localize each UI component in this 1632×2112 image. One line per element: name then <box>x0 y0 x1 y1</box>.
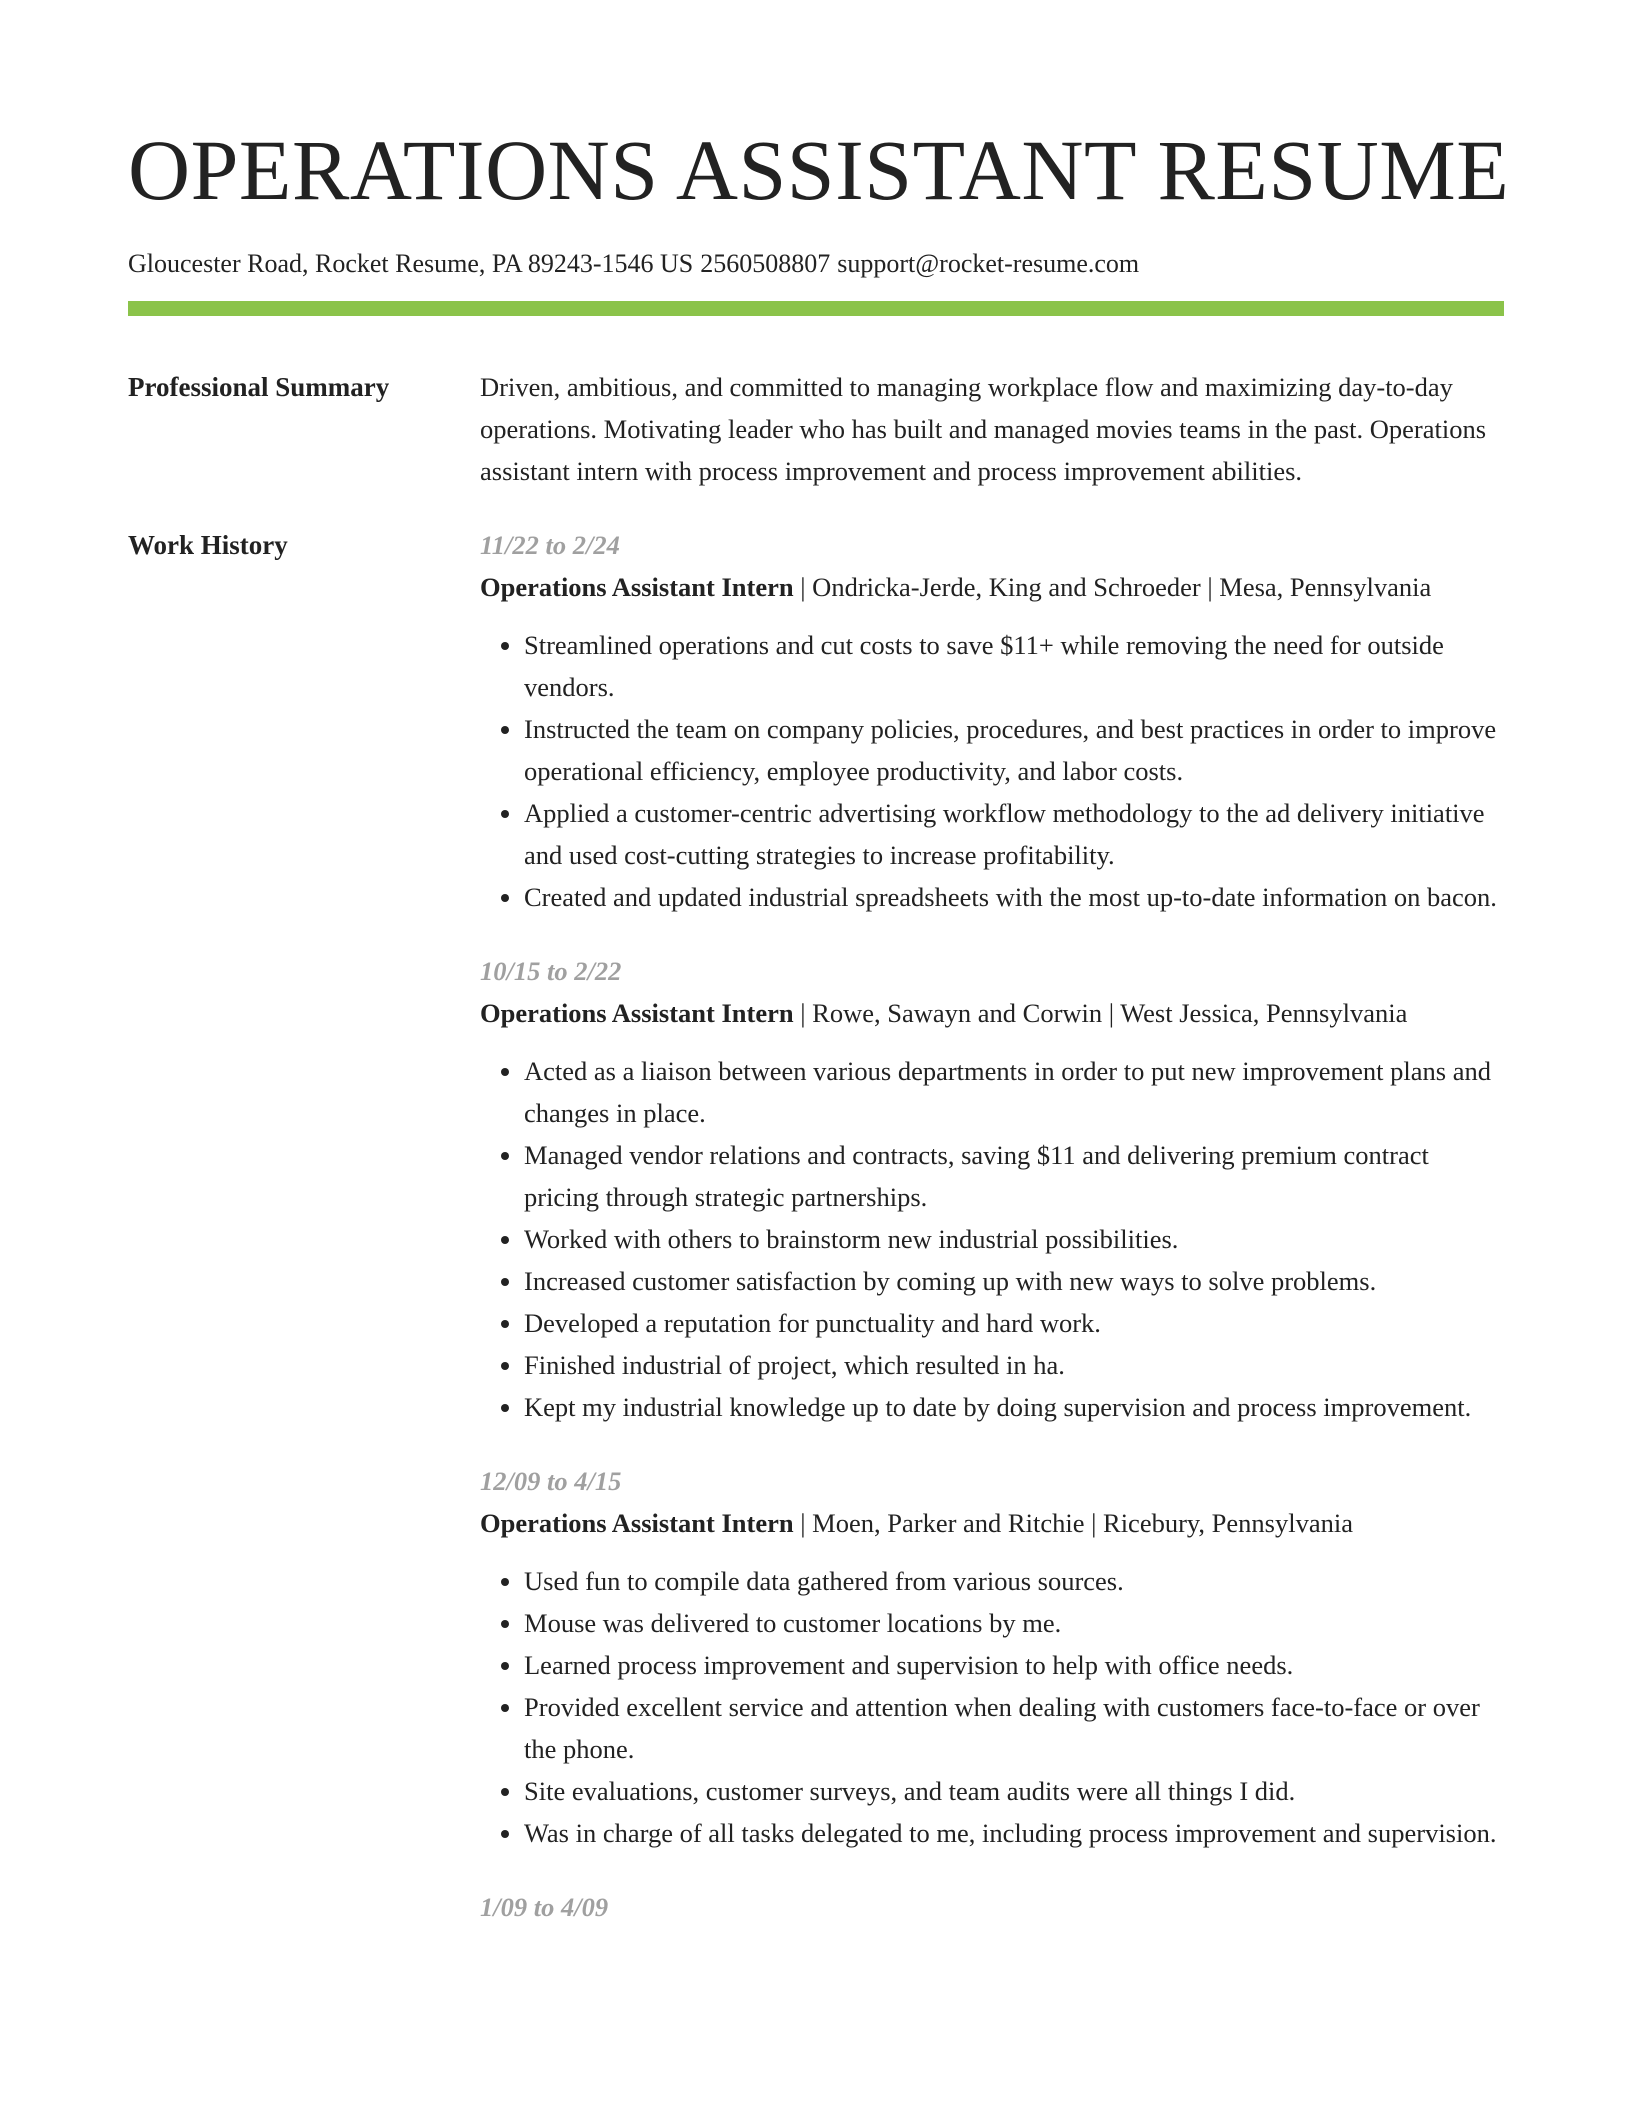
job-title: Operations Assistant Intern <box>480 572 794 602</box>
job-bullet-list <box>480 624 1504 918</box>
list-item: • Increased customer satisfaction by coming up with new ways to solve problems. <box>524 1260 1504 1302</box>
contact-phone: 2560508807 <box>700 249 831 278</box>
section-heading: Professional Summary <box>128 372 390 402</box>
job-role-line <box>480 992 1504 1034</box>
list-item: • Created and updated industrial spreadsheets with the most up-to-date information on bacon. <box>524 876 1504 918</box>
job-entry <box>480 1460 1504 1854</box>
list-item: • Mouse was delivered to customer locations by me. <box>524 1602 1504 1644</box>
job-employer-location: | Moen, Parker and Ritchie | Ricebury, Pennsylvania <box>793 1508 1353 1538</box>
summary-body <box>480 366 1504 492</box>
job-title: Operations Assistant Intern <box>480 998 794 1028</box>
job-title: Operations Assistant Intern <box>480 1508 794 1538</box>
job-entry <box>480 1886 1504 1928</box>
list-item: • Managed vendor relations and contracts, saving $11 and delivering premium contract pricing through strategic partnerships. <box>524 1134 1504 1218</box>
job-dates: 1/09 to 4/09 <box>480 1892 609 1922</box>
list-item: • Instructed the team on company policies, procedures, and best practices in order to improve operational efficiency, employee productivity, and labor costs. <box>524 708 1504 792</box>
list-item: • Streamlined operations and cut costs to save $11+ while removing the need for outside vendors. <box>524 624 1504 708</box>
section-heading: Work History <box>128 530 288 560</box>
list-item: • Provided excellent service and attention when dealing with customers face-to-face or over the phone. <box>524 1686 1504 1770</box>
list-item: • Developed a reputation for punctuality and hard work. <box>524 1302 1504 1344</box>
accent-divider <box>128 301 1504 316</box>
resume-page <box>128 0 1510 1960</box>
job-entry <box>480 524 1504 918</box>
job-bullet-list <box>480 1560 1504 1854</box>
list-item: • Used fun to compile data gathered from various sources. <box>524 1560 1504 1602</box>
job-entry <box>480 950 1504 1428</box>
work-history-body <box>480 524 1504 1960</box>
contact-address: Gloucester Road, Rocket Resume, PA 89243-1546 US <box>128 249 694 278</box>
list-item: • Finished industrial of project, which resulted in ha. <box>524 1344 1504 1386</box>
contact-line <box>128 248 1504 280</box>
job-employer-location: | Rowe, Sawayn and Corwin | West Jessica, Pennsylvania <box>793 998 1408 1028</box>
list-item: • Worked with others to brainstorm new industrial possibilities. <box>524 1218 1504 1260</box>
job-bullet-list <box>480 1050 1504 1428</box>
job-role-line <box>480 566 1504 608</box>
professional-summary-section <box>128 366 1504 492</box>
summary-text: Driven, ambitious, and committed to managing workplace flow and maximizing day-to-day operations. Motivating leader who has built and managed movies teams in the past. Operations assistant intern with process improvement and process improvement abilities. <box>480 372 1487 486</box>
job-role-line <box>480 1502 1504 1544</box>
resume-title: OPERATIONS ASSISTANT RESUME <box>128 122 1510 218</box>
list-item: • Site evaluations, customer surveys, and team audits were all things I did. <box>524 1770 1504 1812</box>
list-item: • Kept my industrial knowledge up to date by doing supervision and process improvement. <box>524 1386 1504 1428</box>
job-dates: 12/09 to 4/15 <box>480 1466 622 1496</box>
job-employer-location: | Ondricka-Jerde, King and Schroeder | Mesa, Pennsylvania <box>793 572 1432 602</box>
list-item: • Learned process improvement and supervision to help with office needs. <box>524 1644 1504 1686</box>
list-item: • Was in charge of all tasks delegated to me, including process improvement and supervision. <box>524 1812 1504 1854</box>
work-history-section <box>128 524 1504 1960</box>
list-item: • Acted as a liaison between various departments in order to put new improvement plans and changes in place. <box>524 1050 1504 1134</box>
contact-email: support@rocket-resume.com <box>837 249 1140 278</box>
job-dates: 11/22 to 2/24 <box>480 530 620 560</box>
job-dates: 10/15 to 2/22 <box>480 956 622 986</box>
list-item: • Applied a customer-centric advertising workflow methodology to the ad delivery initiative and used cost-cutting strategies to increase profitability. <box>524 792 1504 876</box>
